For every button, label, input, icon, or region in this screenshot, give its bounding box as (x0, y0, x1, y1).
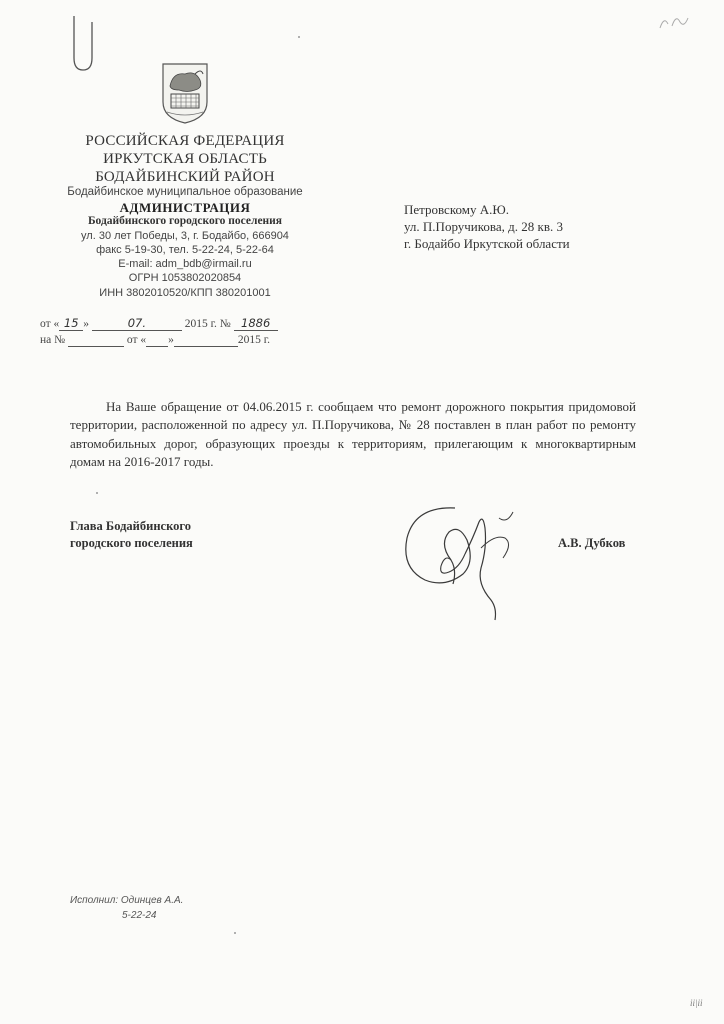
org-ogrn: ОГРН 1053802020854 (128, 272, 242, 285)
corner-scribble-icon (656, 10, 692, 34)
outgoing-day: 15 (59, 316, 83, 331)
administration-title: АДМИНИСТРАЦИЯ (119, 199, 251, 215)
executor-name: Исполнил: Одинцев А.А. (70, 895, 184, 906)
incoming-prefix: на № (40, 334, 66, 346)
addressee-city: г. Бодайбо Иркутской области (404, 235, 570, 251)
addressee-street: ул. П.Поручикова, д. 28 кв. 3 (404, 218, 563, 234)
org-phones: факс 5-19-30, тел. 5-22-24, 5-22-64 (96, 244, 274, 257)
signatory-name: А.В. Дубков (558, 536, 626, 550)
org-inn: ИНН 3802010520/КПП 380201001 (99, 286, 271, 299)
addressee-block (404, 202, 704, 253)
outgoing-month: 07. (92, 316, 182, 331)
outgoing-sep: » (83, 318, 89, 330)
municipality-name: Бодайбинское муниципальное образование (67, 186, 303, 198)
handwritten-signature-icon (395, 488, 535, 626)
outgoing-number: 1886 (234, 316, 278, 331)
page-corner-mark: ii|ii (690, 998, 703, 1008)
outgoing-prefix: от « (40, 318, 60, 330)
incoming-sep: » (168, 334, 174, 346)
signatory-title (70, 518, 270, 552)
country-name: РОССИЙСКАЯ ФЕДЕРАЦИЯ (85, 133, 285, 149)
region-name: ИРКУТСКАЯ ОБЛАСТЬ (103, 151, 267, 167)
signatory-title-line1: Глава Бодайбинского (70, 519, 191, 533)
settlement-name: Бодайбинского городского поселения (87, 215, 283, 228)
incoming-reference-line (40, 334, 330, 347)
incoming-year: 2015 г. (237, 334, 271, 346)
outgoing-year: 2015 г. № (184, 318, 231, 330)
addressee-name: Петровскому А.Ю. (404, 202, 509, 217)
scan-speck (96, 492, 98, 494)
org-address: ул. 30 лет Победы, 3, г. Бодайбо, 666904 (81, 230, 289, 243)
outgoing-number-line (40, 316, 330, 331)
letter-body: На Ваше обращение от 04.06.2015 г. сообщаем что ремонт дорожного покрытия придомовой территории, расположенной по адресу ул. П.Поручикова, № 28 поставлен в план работ по ремонту автомобильных дорог, образующих проезды к территориям, прилегающим к многоквартирным домам на 2016-2017 годы. (70, 399, 636, 470)
letterhead (30, 60, 340, 300)
incoming-from: от « (126, 334, 147, 346)
scan-speck (234, 932, 236, 934)
coat-of-arms-icon (157, 60, 213, 126)
executor-phone: 5-22-24 (122, 910, 157, 921)
scan-speck (298, 36, 300, 38)
org-email: E-mail: adm_bdb@irmail.ru (118, 258, 252, 271)
district-name: БОДАЙБИНСКИЙ РАЙОН (95, 169, 275, 185)
executor-note (70, 893, 230, 923)
signatory-title-line2: городского поселения (70, 535, 193, 550)
